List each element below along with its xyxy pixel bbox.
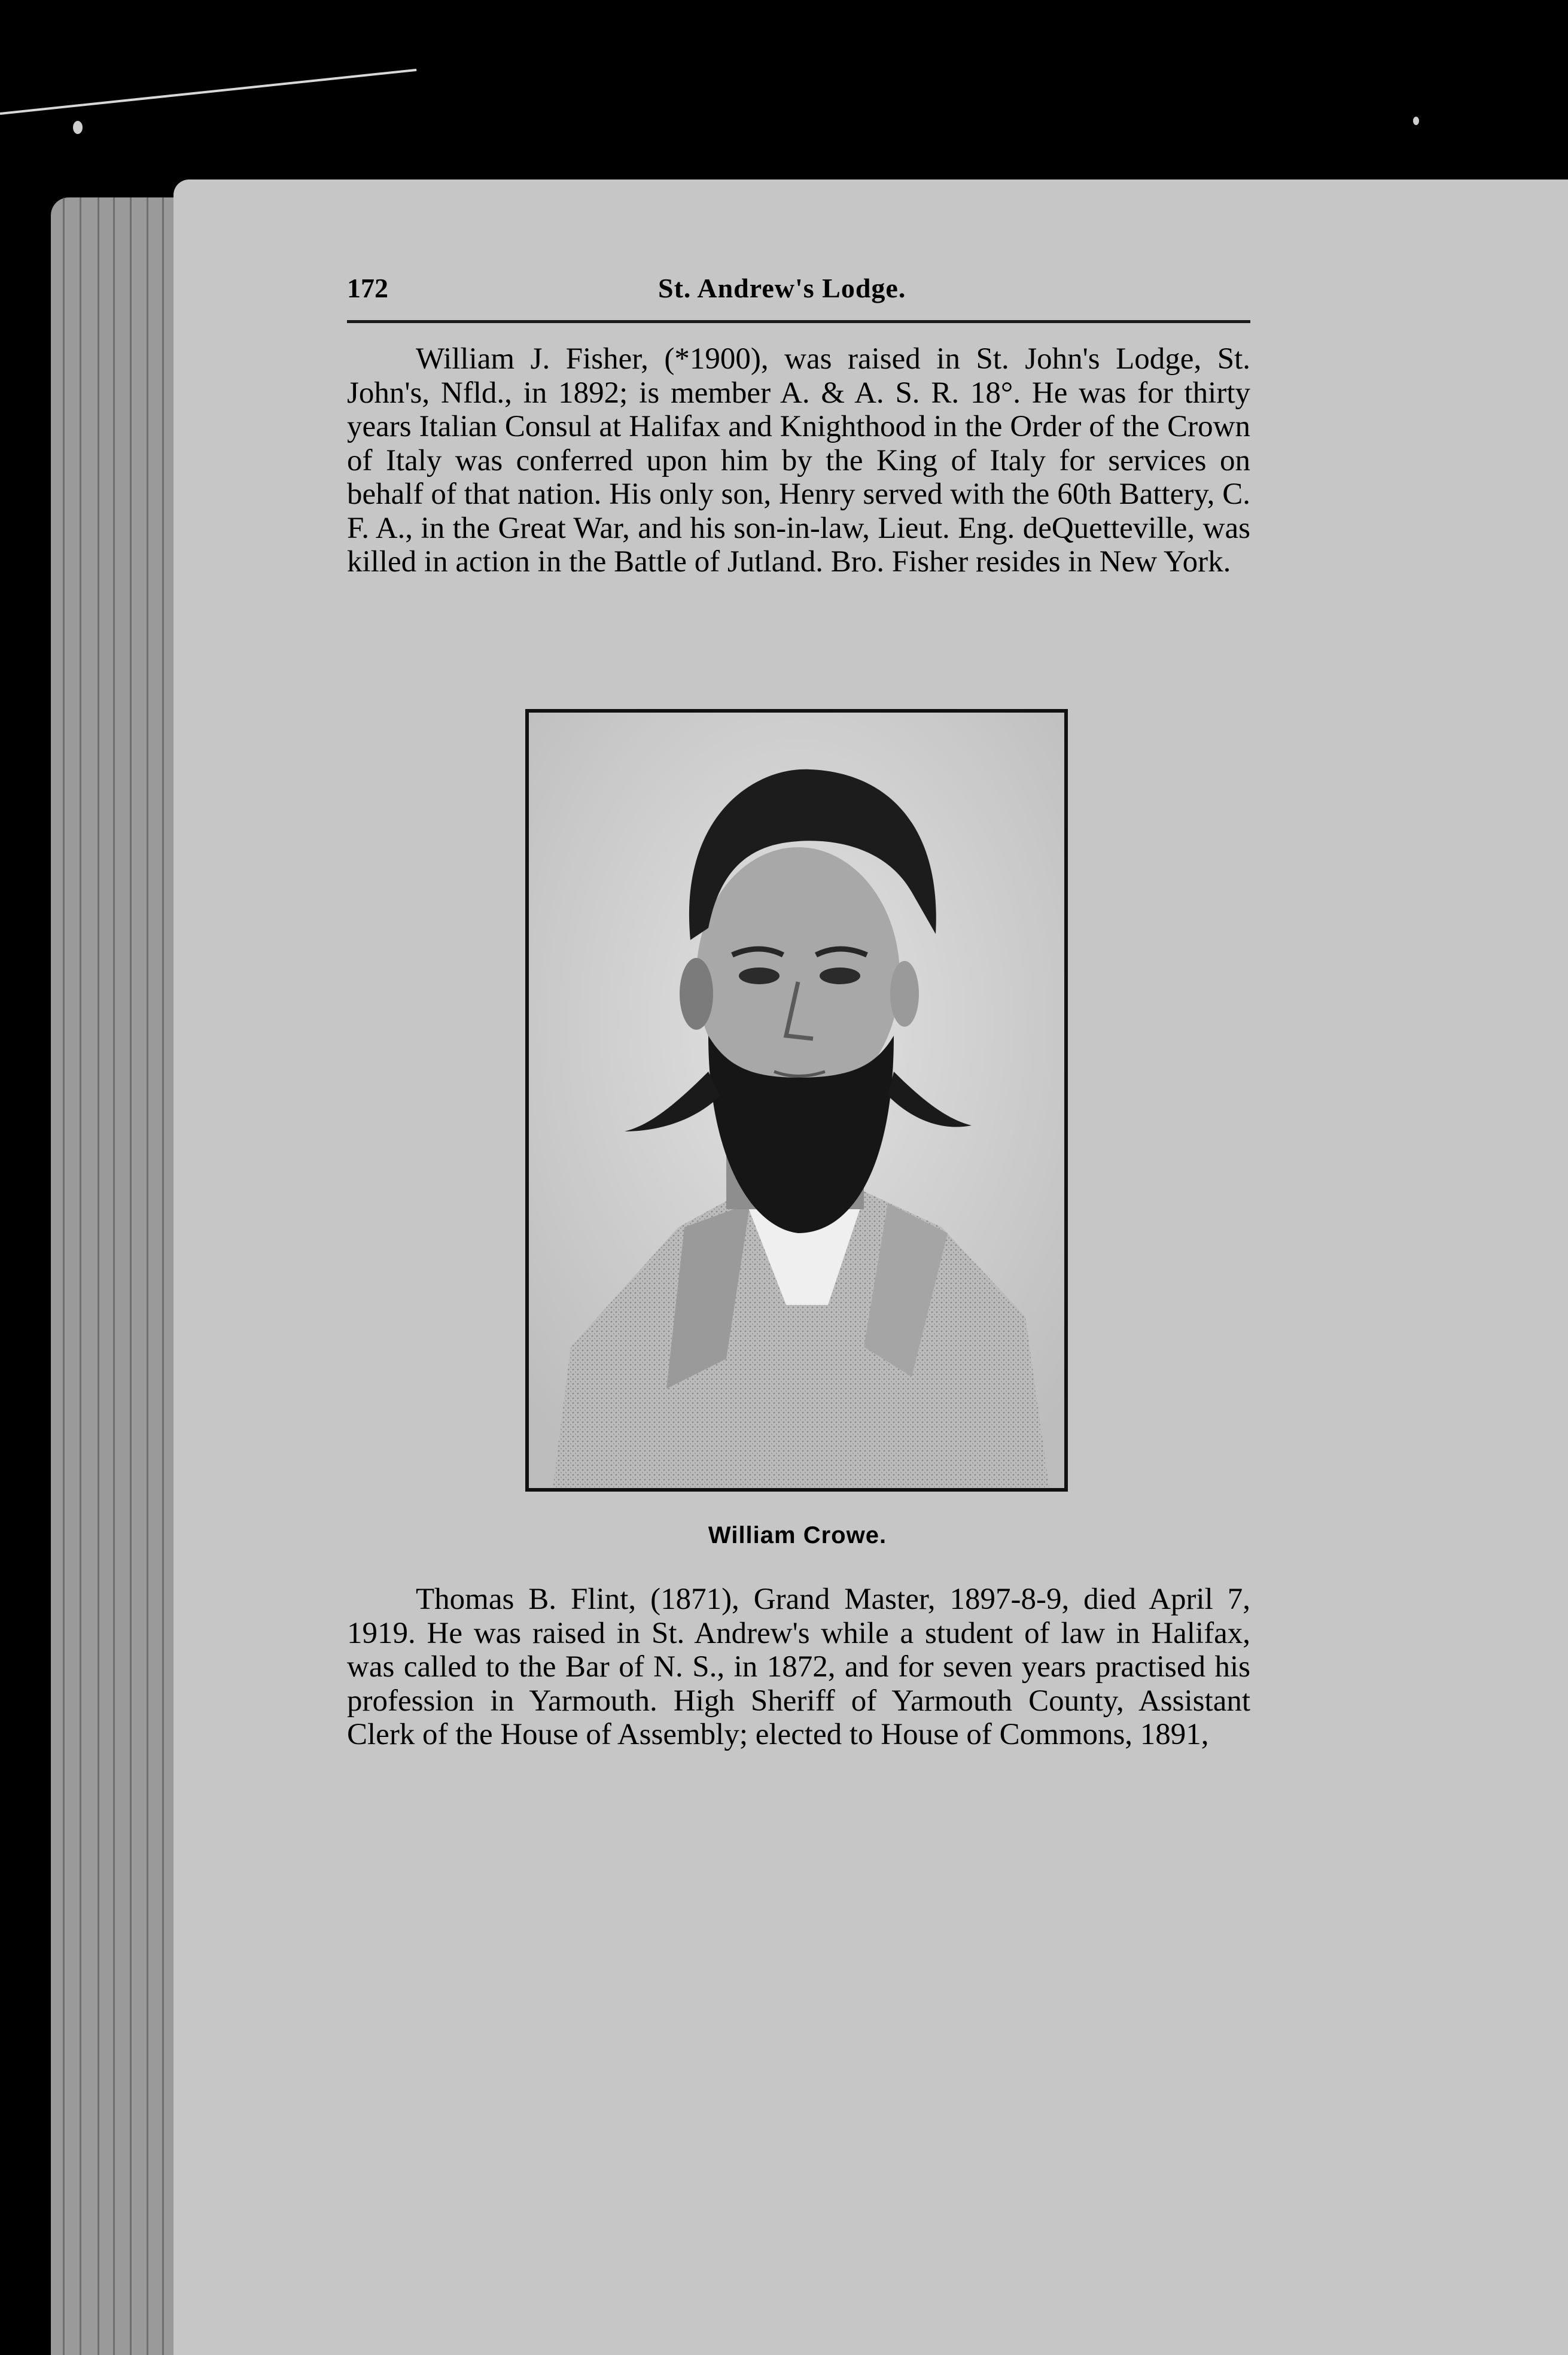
running-head-title: St. Andrew's Lodge. xyxy=(658,273,906,303)
paragraph-fisher: William J. Fisher, (*1900), was raised in St. John's Lodge, St. John's, Nfld., in 1892; is member A. & A. S. R. 18°. He was for thirty years Italian Consul at Halifax and Knighthood in the Order of the Crown of Italy was conferred upon him by the King of Italy for services on behalf of that nation. His only son, Henry served with the 60th Battery, C. F. A., in the Great War, and his son-in-law, Lieut. Eng. deQuetteville, was killed in action in the Battle of Jutland. Bro. Fisher resides in New York. xyxy=(347,342,1250,579)
scan-scratch-line xyxy=(0,69,416,115)
running-head xyxy=(347,272,1250,323)
portrait-photo xyxy=(525,709,1068,1492)
page-number: 172 xyxy=(347,273,388,303)
photo-caption: William Crowe. xyxy=(708,1522,887,1548)
dust-speck xyxy=(73,121,83,134)
dust-speck xyxy=(1413,117,1419,125)
portrait-image xyxy=(529,713,1064,1488)
paragraph-flint: Thomas B. Flint, (1871), Grand Master, 1897-8-9, died April 7, 1919. He was raised in St. Andrew's while a student of law in Halifax, was called to the Bar of N. S., in 1872, and for seven years practised his profession in Yarmouth. High Sheriff of Yarmouth County, Assistant Clerk of the House of Assembly; elected to House of Commons, 1891, xyxy=(347,1583,1250,1751)
